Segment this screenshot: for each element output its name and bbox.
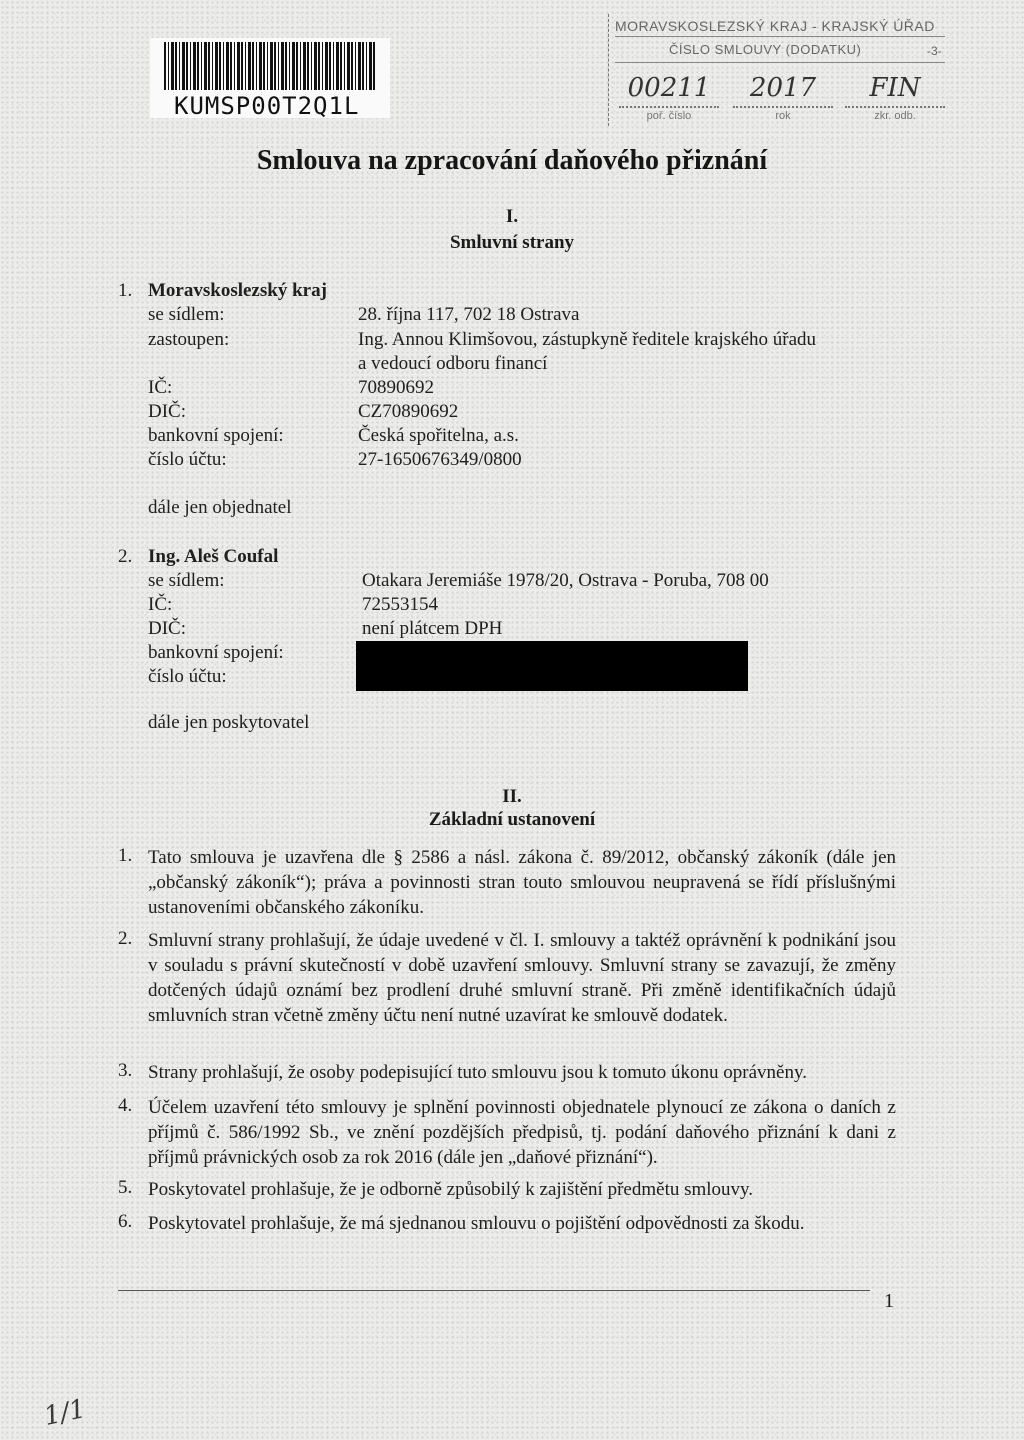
party-2-number: 2.: [118, 546, 133, 567]
clause-text: Poskytovatel prohlašuje, že má sjednanou smlouvu o pojištění odpovědnosti za škodu.: [148, 1213, 805, 1234]
clause-text: Smluvní strany prohlašují, že údaje uvedené v čl. I. smlouvy a taktéž oprávnění k podnikání jsou v souladu s právní skutečností v době uzavření smlouvy. Smluvní strany se zavazují, že změny dotčených údajů oznámí bez prodlení druhé smluvní straně. Při změně identifikačních údajů smluvních stran včetně změny účtu není nutné uzavírat ke smlouvě dodatek.: [148, 930, 896, 1026]
party-1-value: a vedoucí odboru financí: [358, 353, 548, 374]
party-1-role: dále jen objednatel: [148, 497, 292, 518]
stamp-divider: [615, 62, 945, 63]
clause-number: 4.: [118, 1095, 133, 1116]
party-1-number: 1.: [118, 280, 133, 301]
party-1-value: 27-1650676349/0800: [358, 449, 522, 470]
clause-text: Strany prohlašují, že osoby podepisující tuto smlouvu jsou k tomuto úkonu oprávněny.: [148, 1062, 807, 1083]
section-2-title: Základní ustanovení: [428, 809, 596, 830]
registry-stamp: [608, 14, 949, 126]
stamp-field-label: zkr. odb.: [874, 110, 916, 122]
party-1-label: DIČ:: [148, 401, 186, 422]
party-2-value: není plátcem DPH: [362, 618, 503, 639]
stamp-header: MORAVSKOSLEZSKÝ KRAJ - KRAJSKÝ ÚŘAD: [615, 18, 945, 37]
barcode-code: KUMSP00T2Q1L: [174, 92, 360, 120]
stamp-field-department: [845, 70, 945, 122]
stamp-field-label: rok: [775, 110, 791, 122]
section-1-title: Smluvní strany: [449, 232, 575, 253]
barcode: [150, 38, 390, 118]
stamp-subheader: ČÍSLO SMLOUVY (DODATKU): [669, 42, 862, 57]
party-2-label: bankovní spojení:: [148, 642, 284, 663]
clause-text: Poskytovatel prohlašuje, že je odborně způsobilý k zajištění předmětu smlouvy.: [148, 1179, 754, 1200]
clause-text: Tato smlouva je uzavřena dle § 2586 a násl. zákona č. 89/2012, občanský zákoník (dále jen „občanský zákoník“); práva a povinnosti stran touto smlouvou neupravená se řídí příslušnými ustanoveními občanského zákoníku.: [148, 847, 896, 918]
document-title: Smlouva na zpracování daňového přiznání: [256, 145, 768, 176]
party-2-label: číslo účtu:: [148, 666, 227, 687]
redaction-block: [356, 641, 748, 691]
party-1-name: Moravskoslezský kraj: [148, 280, 327, 301]
footer-rule: [118, 1290, 870, 1291]
handwritten-note: 1/1: [41, 1393, 89, 1433]
stamp-field-value: 2017: [733, 70, 833, 108]
party-2-role: dále jen poskytovatel: [148, 712, 310, 733]
party-2-label: IČ:: [148, 594, 173, 615]
party-1-label: zastoupen:: [148, 329, 230, 350]
party-1-label: se sídlem:: [148, 304, 225, 325]
stamp-field-number: [619, 70, 719, 122]
party-1-value: Česká spořitelna, a.s.: [358, 425, 519, 446]
party-2-label: DIČ:: [148, 618, 186, 639]
clause-number: 3.: [118, 1060, 133, 1081]
clause-number: 1.: [118, 845, 133, 866]
party-2-label: se sídlem:: [148, 570, 225, 591]
party-1-value: Ing. Annou Klimšovou, zástupkyně ředitele krajského úřadu: [358, 329, 817, 350]
party-1-label: bankovní spojení:: [148, 425, 284, 446]
stamp-suffix: -3-: [927, 44, 942, 58]
clause-number: 6.: [118, 1211, 133, 1232]
section-2-number: II.: [502, 786, 522, 807]
party-1-value: CZ70890692: [358, 401, 459, 422]
party-1-value: 70890692: [358, 377, 434, 398]
clause-number: 5.: [118, 1177, 133, 1198]
clause-text: Účelem uzavření této smlouvy je splnění povinnosti objednatele plynoucí ze zákona o daních z příjmů č. 586/1992 Sb., ve znění pozdějších předpisů, tj. podání daňového přiznání k dani z příjmů právnických osob za rok 2016 (dále jen „daňové přiznání“).: [148, 1097, 896, 1168]
stamp-field-value: 00211: [619, 70, 719, 108]
stamp-field-value: FIN: [845, 70, 945, 108]
page-number: 1: [884, 1290, 894, 1312]
party-1-label: číslo účtu:: [148, 449, 227, 470]
party-1-label: IČ:: [148, 377, 173, 398]
stamp-field-year: [733, 70, 833, 122]
party-2-name: Ing. Aleš Coufal: [148, 546, 279, 567]
section-1-number: I.: [505, 206, 519, 227]
party-1-value: 28. října 117, 702 18 Ostrava: [358, 304, 580, 325]
stamp-field-label: poř. číslo: [646, 110, 692, 122]
party-2-value: Otakara Jeremiáše 1978/20, Ostrava - Poruba, 708 00: [362, 570, 769, 591]
party-2-value: 72553154: [362, 594, 438, 615]
clause-number: 2.: [118, 928, 133, 949]
barcode-bars: [164, 42, 376, 90]
